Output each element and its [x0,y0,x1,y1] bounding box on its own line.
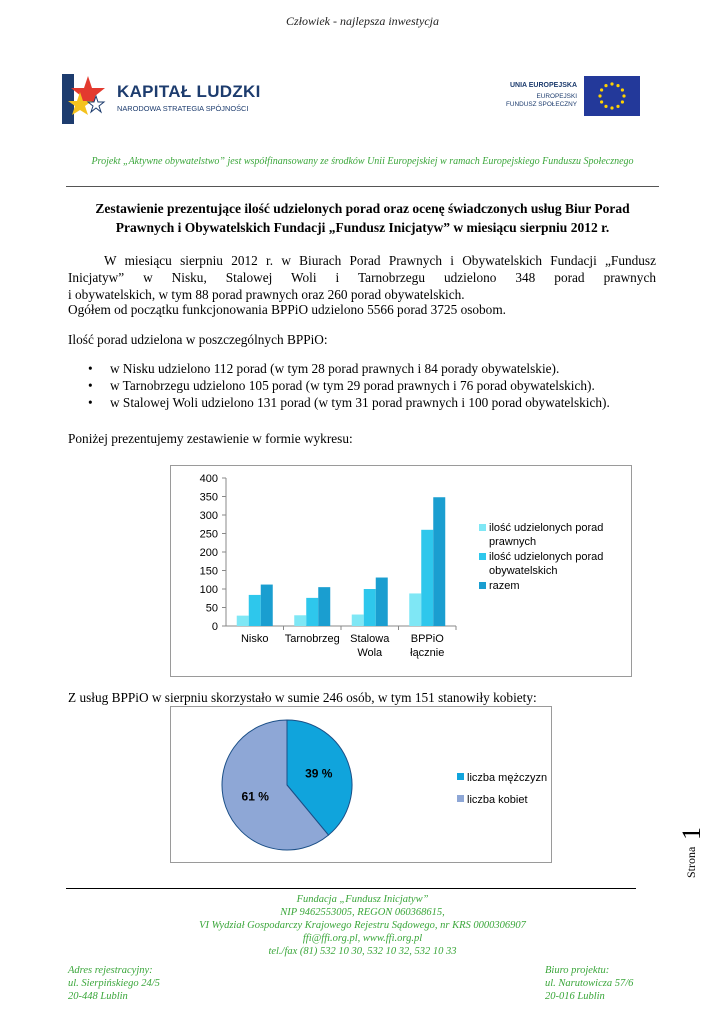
bullet-list [68,360,688,411]
legend-label: razem [489,580,520,592]
footer-email-www[interactable]: ffi@ffi.org.pl, www.ffi.org.pl [302,933,423,944]
legend-label: ilość udzielonych porad [489,551,604,563]
project-line: Projekt „Aktywne obywatelstwo” jest współfinansowany ze środków Unii Europejskiej w ramach Europejskiego Funduszu Społecznego [91,156,634,167]
y-tick-label: 150 [199,565,218,578]
bullet-icon: • [88,378,93,393]
page-number: 1 [677,827,706,840]
x-tick-label: łącznie [410,647,445,659]
bar [306,598,318,626]
pie-data-label: 39 % [305,766,333,781]
footer-divider [66,888,636,889]
registered-address: Adres rejestracyjny: ul. Sierpińskiego 24/5 20-448 Lublin [68,965,160,1002]
footer [0,893,725,958]
document-title: Zestawienie prezentujące ilość udzielonych porad oraz ocenę świadczonych usług Biur Porad Prawnych i Obywatelskich Fundacji „Fundusz Inicjatyw” w miesiącu sierpniu 2012 r. [95,201,630,235]
y-tick-label: 200 [199,547,218,559]
footer-line-1: Fundacja „Fundusz Inicjatyw” [296,894,429,905]
bar [421,530,433,626]
bar [261,585,273,626]
eu-line3: FUNDUSZ SPOŁECZNY [505,101,577,108]
eu-title: UNIA EUROPEJSKA [509,82,577,89]
kapital-ludzki-emblem-icon [62,70,114,128]
footer-line-2: NIP 9462553005, REGON 060368615, [280,907,445,918]
x-tick-label: Wola [357,647,383,659]
x-tick-label: Tarnobrzeg [284,633,340,645]
y-tick-label: 400 [199,473,218,485]
legend-label: liczba mężczyzn [467,772,548,784]
page-number-svg [673,822,706,882]
footer-phone: tel./fax (81) 532 10 30, 532 10 32, 532 10 33 [268,946,457,957]
paragraph-1-line-3: i obywatelskich, w tym 88 porad prawnych oraz 260 porad obywatelskich. [68,287,465,302]
y-tick-label: 0 [211,621,218,633]
paragraph-2: Ilość porad udzielona w poszczególnych BPPiO: [68,332,328,347]
bar [433,497,445,626]
footer-line-3: VI Wydział Gospodarczy Krajowego Rejestru Sądowego, nr KRS 0000306907 [199,920,526,931]
y-tick-label: 350 [199,491,218,504]
pie-data-label: 61 % [241,789,269,804]
bar [237,616,249,626]
x-tick-label: Stalowa [350,633,390,645]
page-number-sidebar [673,822,706,882]
project-office-address: Biuro projektu: ul. Narutowicza 57/6 20-016 Lublin [545,965,634,1002]
chart-intro: Poniżej prezentujemy zestawienie w formie wykresu: [68,431,353,446]
page-label: Strona [684,846,698,878]
bar-chart [170,465,632,677]
list-item: • w Stalowej Woli udzielono 131 porad (w tym 31 porad prawnych i 100 porad obywatelskich). [88,395,610,410]
paragraph-1-line-2: Inicjatyw” w Nisku, Stalowej Woli i Tarnobrzegu udzielono 348 porad prawnych [68,270,656,285]
legend-swatch [479,553,486,560]
x-tick-label: BPPiO [410,633,444,645]
pie-intro: Z usług BPPiO w sierpniu skorzystało w sumie 246 osób, w tym 151 stanowiły kobiety: [68,690,537,705]
bar [376,578,388,626]
bar [249,595,261,626]
legend-label: obywatelskich [489,565,558,577]
bar-chart-svg [171,466,631,676]
legend-swatch [479,524,486,531]
list-item: • w Tarnobrzegu udzielono 105 porad (w tym 29 porad prawnych i 76 porad obywatelskich). [88,378,595,393]
y-tick-label: 300 [199,510,218,522]
x-tick-label: Nisko [240,633,269,645]
pie-chart-svg [171,707,551,862]
bar [409,593,421,626]
legend-swatch [479,582,486,589]
legend-label: prawnych [489,536,537,548]
bar [364,589,376,626]
header-divider [66,186,659,187]
y-tick-label: 50 [205,602,218,615]
legend-label: liczba kobiet [467,794,528,806]
bar [318,587,330,626]
bullet-icon: • [88,361,93,376]
bullet-icon: • [88,395,93,410]
y-tick-label: 250 [199,528,218,541]
eu-line2: EUROPEJSKI [536,93,577,100]
kapital-ludzki-subtitle: NARODOWA STRATEGIA SPÓJNOŚCI [117,104,249,113]
y-tick-label: 100 [199,584,218,596]
kapital-ludzki-logo [62,70,262,128]
paragraph-1-line-4: Ogółem od początku funkcjonowania BPPiO udzielono 5566 porad 3725 osobom. [68,302,506,317]
header-tagline: Człowiek - najlepsza inwestycja [286,14,439,28]
pie-chart [170,706,552,863]
legend-swatch [457,773,464,780]
eu-logo [497,74,642,118]
paragraph-1-line-1: W miesiącu sierpniu 2012 r. w Biurach Porad Prawnych i Obywatelskich Fundacji „Fundusz [104,253,656,268]
legend-swatch [457,795,464,802]
bar [294,615,306,626]
legend-label: ilość udzielonych porad [489,522,604,534]
eu-flag-icon [584,76,640,116]
kapital-ludzki-title: KAPITAŁ LUDZKI [117,82,261,101]
bar [352,615,364,626]
list-item: • w Nisku udzielono 112 porad (w tym 28 porad prawnych i 84 porady obywatelskie). [88,361,560,376]
